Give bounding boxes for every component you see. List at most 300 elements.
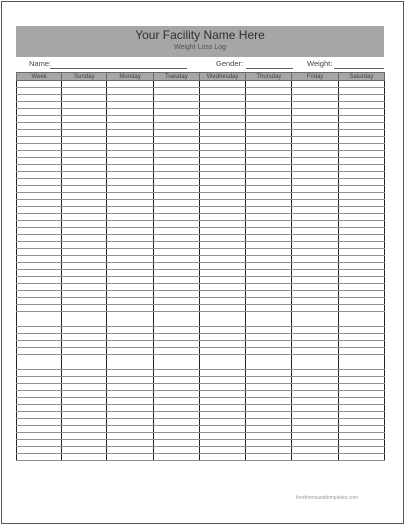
log-cell-thursday[interactable] [246, 130, 292, 137]
log-cell-thursday[interactable] [246, 158, 292, 165]
log-cell-friday[interactable] [292, 109, 338, 116]
log-cell-monday[interactable] [107, 348, 153, 355]
log-cell-thursday[interactable] [246, 144, 292, 151]
log-cell-tuesday[interactable] [153, 242, 199, 249]
log-cell-friday[interactable] [292, 228, 338, 235]
log-cell-saturday[interactable] [338, 88, 384, 95]
log-cell-monday[interactable] [107, 123, 153, 130]
log-cell-week[interactable] [17, 391, 62, 398]
log-cell-week[interactable] [17, 95, 62, 102]
log-cell-monday[interactable] [107, 270, 153, 277]
log-cell-monday[interactable] [107, 384, 153, 391]
log-cell-thursday[interactable] [246, 165, 292, 172]
log-cell-thursday[interactable] [246, 88, 292, 95]
log-cell-week[interactable] [17, 179, 62, 186]
log-cell-saturday[interactable] [338, 327, 384, 334]
log-cell-tuesday[interactable] [153, 270, 199, 277]
log-cell-sunday[interactable] [62, 144, 107, 151]
log-cell-friday[interactable] [292, 398, 338, 405]
log-cell-week[interactable] [17, 144, 62, 151]
log-cell-monday[interactable] [107, 137, 153, 144]
log-cell-sunday[interactable] [62, 391, 107, 398]
log-cell-tuesday[interactable] [153, 312, 199, 327]
log-cell-thursday[interactable] [246, 109, 292, 116]
log-cell-tuesday[interactable] [153, 137, 199, 144]
log-cell-sunday[interactable] [62, 109, 107, 116]
log-cell-week[interactable] [17, 130, 62, 137]
log-cell-monday[interactable] [107, 391, 153, 398]
log-cell-week[interactable] [17, 256, 62, 263]
log-cell-sunday[interactable] [62, 88, 107, 95]
log-cell-thursday[interactable] [246, 102, 292, 109]
log-cell-sunday[interactable] [62, 172, 107, 179]
log-cell-wednesday[interactable] [199, 214, 245, 221]
log-cell-friday[interactable] [292, 377, 338, 384]
log-cell-thursday[interactable] [246, 137, 292, 144]
log-cell-monday[interactable] [107, 179, 153, 186]
log-cell-friday[interactable] [292, 312, 338, 327]
log-cell-tuesday[interactable] [153, 109, 199, 116]
log-cell-wednesday[interactable] [199, 391, 245, 398]
log-cell-tuesday[interactable] [153, 433, 199, 440]
log-cell-wednesday[interactable] [199, 242, 245, 249]
log-cell-saturday[interactable] [338, 291, 384, 298]
log-cell-tuesday[interactable] [153, 116, 199, 123]
log-cell-saturday[interactable] [338, 398, 384, 405]
log-cell-sunday[interactable] [62, 221, 107, 228]
name-field[interactable] [50, 68, 187, 69]
log-cell-week[interactable] [17, 165, 62, 172]
log-cell-tuesday[interactable] [153, 95, 199, 102]
log-cell-monday[interactable] [107, 102, 153, 109]
log-cell-saturday[interactable] [338, 186, 384, 193]
log-cell-friday[interactable] [292, 165, 338, 172]
log-cell-tuesday[interactable] [153, 298, 199, 305]
log-cell-wednesday[interactable] [199, 277, 245, 284]
log-cell-friday[interactable] [292, 270, 338, 277]
log-cell-wednesday[interactable] [199, 440, 245, 447]
log-cell-friday[interactable] [292, 151, 338, 158]
log-cell-saturday[interactable] [338, 426, 384, 433]
log-cell-thursday[interactable] [246, 200, 292, 207]
log-cell-saturday[interactable] [338, 193, 384, 200]
log-cell-wednesday[interactable] [199, 144, 245, 151]
log-cell-wednesday[interactable] [199, 433, 245, 440]
log-cell-monday[interactable] [107, 341, 153, 348]
log-cell-thursday[interactable] [246, 263, 292, 270]
log-cell-monday[interactable] [107, 440, 153, 447]
log-cell-wednesday[interactable] [199, 348, 245, 355]
log-cell-saturday[interactable] [338, 207, 384, 214]
log-cell-saturday[interactable] [338, 102, 384, 109]
log-cell-week[interactable] [17, 137, 62, 144]
log-cell-wednesday[interactable] [199, 123, 245, 130]
log-cell-tuesday[interactable] [153, 419, 199, 426]
log-cell-saturday[interactable] [338, 144, 384, 151]
log-cell-friday[interactable] [292, 426, 338, 433]
log-cell-wednesday[interactable] [199, 193, 245, 200]
log-cell-sunday[interactable] [62, 158, 107, 165]
log-cell-friday[interactable] [292, 116, 338, 123]
log-cell-wednesday[interactable] [199, 405, 245, 412]
log-cell-sunday[interactable] [62, 440, 107, 447]
log-cell-sunday[interactable] [62, 207, 107, 214]
log-cell-monday[interactable] [107, 334, 153, 341]
log-cell-tuesday[interactable] [153, 207, 199, 214]
log-cell-saturday[interactable] [338, 447, 384, 454]
log-cell-friday[interactable] [292, 454, 338, 461]
log-cell-week[interactable] [17, 405, 62, 412]
log-cell-week[interactable] [17, 151, 62, 158]
log-cell-thursday[interactable] [246, 312, 292, 327]
log-cell-tuesday[interactable] [153, 144, 199, 151]
log-cell-saturday[interactable] [338, 419, 384, 426]
log-cell-monday[interactable] [107, 81, 153, 88]
log-cell-thursday[interactable] [246, 398, 292, 405]
log-cell-sunday[interactable] [62, 405, 107, 412]
log-cell-tuesday[interactable] [153, 102, 199, 109]
log-cell-wednesday[interactable] [199, 249, 245, 256]
log-cell-week[interactable] [17, 298, 62, 305]
log-cell-sunday[interactable] [62, 377, 107, 384]
log-cell-tuesday[interactable] [153, 291, 199, 298]
log-cell-week[interactable] [17, 419, 62, 426]
log-cell-monday[interactable] [107, 109, 153, 116]
log-cell-wednesday[interactable] [199, 377, 245, 384]
log-cell-friday[interactable] [292, 200, 338, 207]
log-cell-tuesday[interactable] [153, 355, 199, 370]
log-cell-week[interactable] [17, 158, 62, 165]
log-cell-saturday[interactable] [338, 116, 384, 123]
log-cell-saturday[interactable] [338, 256, 384, 263]
log-cell-sunday[interactable] [62, 370, 107, 377]
log-cell-thursday[interactable] [246, 123, 292, 130]
log-cell-monday[interactable] [107, 242, 153, 249]
log-cell-saturday[interactable] [338, 123, 384, 130]
log-cell-wednesday[interactable] [199, 370, 245, 377]
log-cell-wednesday[interactable] [199, 298, 245, 305]
log-cell-thursday[interactable] [246, 193, 292, 200]
log-cell-monday[interactable] [107, 249, 153, 256]
log-cell-thursday[interactable] [246, 305, 292, 312]
log-cell-monday[interactable] [107, 151, 153, 158]
log-cell-monday[interactable] [107, 200, 153, 207]
log-cell-wednesday[interactable] [199, 270, 245, 277]
log-cell-tuesday[interactable] [153, 235, 199, 242]
log-cell-saturday[interactable] [338, 277, 384, 284]
log-cell-friday[interactable] [292, 235, 338, 242]
log-cell-tuesday[interactable] [153, 214, 199, 221]
log-cell-saturday[interactable] [338, 405, 384, 412]
log-cell-tuesday[interactable] [153, 193, 199, 200]
log-cell-saturday[interactable] [338, 151, 384, 158]
log-cell-week[interactable] [17, 377, 62, 384]
log-cell-tuesday[interactable] [153, 391, 199, 398]
log-cell-monday[interactable] [107, 207, 153, 214]
log-cell-wednesday[interactable] [199, 263, 245, 270]
log-cell-week[interactable] [17, 263, 62, 270]
log-cell-thursday[interactable] [246, 221, 292, 228]
log-cell-monday[interactable] [107, 412, 153, 419]
log-cell-saturday[interactable] [338, 81, 384, 88]
log-cell-sunday[interactable] [62, 137, 107, 144]
log-cell-monday[interactable] [107, 398, 153, 405]
log-cell-thursday[interactable] [246, 298, 292, 305]
log-cell-wednesday[interactable] [199, 312, 245, 327]
log-cell-sunday[interactable] [62, 151, 107, 158]
log-cell-week[interactable] [17, 341, 62, 348]
log-cell-sunday[interactable] [62, 228, 107, 235]
log-cell-saturday[interactable] [338, 391, 384, 398]
log-cell-monday[interactable] [107, 355, 153, 370]
log-cell-sunday[interactable] [62, 447, 107, 454]
log-cell-friday[interactable] [292, 327, 338, 334]
log-cell-thursday[interactable] [246, 348, 292, 355]
log-cell-friday[interactable] [292, 348, 338, 355]
log-cell-wednesday[interactable] [199, 109, 245, 116]
log-cell-wednesday[interactable] [199, 355, 245, 370]
log-cell-saturday[interactable] [338, 249, 384, 256]
log-cell-wednesday[interactable] [199, 235, 245, 242]
log-cell-saturday[interactable] [338, 305, 384, 312]
log-cell-saturday[interactable] [338, 334, 384, 341]
log-cell-wednesday[interactable] [199, 207, 245, 214]
log-cell-saturday[interactable] [338, 228, 384, 235]
log-cell-week[interactable] [17, 270, 62, 277]
log-cell-week[interactable] [17, 200, 62, 207]
log-cell-friday[interactable] [292, 123, 338, 130]
log-cell-sunday[interactable] [62, 384, 107, 391]
log-cell-saturday[interactable] [338, 412, 384, 419]
log-cell-tuesday[interactable] [153, 348, 199, 355]
log-cell-saturday[interactable] [338, 95, 384, 102]
log-cell-friday[interactable] [292, 263, 338, 270]
log-cell-wednesday[interactable] [199, 200, 245, 207]
log-cell-tuesday[interactable] [153, 447, 199, 454]
log-cell-week[interactable] [17, 123, 62, 130]
log-cell-saturday[interactable] [338, 355, 384, 370]
log-cell-sunday[interactable] [62, 334, 107, 341]
log-cell-thursday[interactable] [246, 377, 292, 384]
log-cell-friday[interactable] [292, 412, 338, 419]
log-cell-friday[interactable] [292, 158, 338, 165]
log-cell-friday[interactable] [292, 440, 338, 447]
log-cell-wednesday[interactable] [199, 165, 245, 172]
log-cell-wednesday[interactable] [199, 186, 245, 193]
log-cell-wednesday[interactable] [199, 384, 245, 391]
log-cell-week[interactable] [17, 277, 62, 284]
log-cell-wednesday[interactable] [199, 95, 245, 102]
log-cell-monday[interactable] [107, 454, 153, 461]
log-cell-wednesday[interactable] [199, 305, 245, 312]
log-cell-friday[interactable] [292, 186, 338, 193]
gender-field[interactable] [246, 68, 293, 69]
log-cell-sunday[interactable] [62, 256, 107, 263]
log-cell-thursday[interactable] [246, 277, 292, 284]
log-cell-friday[interactable] [292, 102, 338, 109]
log-cell-tuesday[interactable] [153, 172, 199, 179]
log-cell-thursday[interactable] [246, 391, 292, 398]
log-cell-sunday[interactable] [62, 235, 107, 242]
log-cell-week[interactable] [17, 327, 62, 334]
log-cell-friday[interactable] [292, 298, 338, 305]
log-cell-week[interactable] [17, 81, 62, 88]
log-cell-saturday[interactable] [338, 284, 384, 291]
log-cell-monday[interactable] [107, 405, 153, 412]
log-cell-tuesday[interactable] [153, 263, 199, 270]
log-cell-monday[interactable] [107, 95, 153, 102]
log-cell-saturday[interactable] [338, 341, 384, 348]
log-cell-thursday[interactable] [246, 95, 292, 102]
log-cell-tuesday[interactable] [153, 305, 199, 312]
log-cell-saturday[interactable] [338, 200, 384, 207]
log-cell-wednesday[interactable] [199, 102, 245, 109]
log-cell-tuesday[interactable] [153, 151, 199, 158]
log-cell-week[interactable] [17, 284, 62, 291]
log-cell-saturday[interactable] [338, 384, 384, 391]
log-cell-monday[interactable] [107, 193, 153, 200]
log-cell-sunday[interactable] [62, 355, 107, 370]
log-cell-monday[interactable] [107, 172, 153, 179]
log-cell-saturday[interactable] [338, 433, 384, 440]
log-cell-friday[interactable] [292, 256, 338, 263]
log-cell-thursday[interactable] [246, 179, 292, 186]
log-cell-tuesday[interactable] [153, 284, 199, 291]
log-cell-sunday[interactable] [62, 186, 107, 193]
log-cell-wednesday[interactable] [199, 158, 245, 165]
log-cell-thursday[interactable] [246, 334, 292, 341]
log-cell-sunday[interactable] [62, 214, 107, 221]
log-cell-thursday[interactable] [246, 81, 292, 88]
log-cell-tuesday[interactable] [153, 384, 199, 391]
log-cell-sunday[interactable] [62, 165, 107, 172]
log-cell-tuesday[interactable] [153, 88, 199, 95]
log-cell-friday[interactable] [292, 193, 338, 200]
log-cell-sunday[interactable] [62, 130, 107, 137]
log-cell-friday[interactable] [292, 88, 338, 95]
log-cell-friday[interactable] [292, 291, 338, 298]
log-cell-sunday[interactable] [62, 412, 107, 419]
log-cell-sunday[interactable] [62, 263, 107, 270]
log-cell-friday[interactable] [292, 95, 338, 102]
log-cell-monday[interactable] [107, 165, 153, 172]
log-cell-monday[interactable] [107, 214, 153, 221]
log-cell-monday[interactable] [107, 370, 153, 377]
log-cell-thursday[interactable] [246, 249, 292, 256]
log-cell-tuesday[interactable] [153, 158, 199, 165]
log-cell-saturday[interactable] [338, 312, 384, 327]
log-cell-monday[interactable] [107, 277, 153, 284]
log-cell-saturday[interactable] [338, 179, 384, 186]
log-cell-monday[interactable] [107, 305, 153, 312]
log-cell-week[interactable] [17, 221, 62, 228]
log-cell-sunday[interactable] [62, 305, 107, 312]
log-cell-saturday[interactable] [338, 165, 384, 172]
log-cell-friday[interactable] [292, 419, 338, 426]
log-cell-sunday[interactable] [62, 270, 107, 277]
log-cell-wednesday[interactable] [199, 327, 245, 334]
log-cell-sunday[interactable] [62, 179, 107, 186]
log-cell-thursday[interactable] [246, 412, 292, 419]
log-cell-thursday[interactable] [246, 151, 292, 158]
log-cell-monday[interactable] [107, 298, 153, 305]
log-cell-tuesday[interactable] [153, 130, 199, 137]
log-cell-saturday[interactable] [338, 454, 384, 461]
log-cell-week[interactable] [17, 355, 62, 370]
log-cell-friday[interactable] [292, 405, 338, 412]
log-cell-sunday[interactable] [62, 277, 107, 284]
log-cell-thursday[interactable] [246, 327, 292, 334]
log-cell-wednesday[interactable] [199, 81, 245, 88]
log-cell-wednesday[interactable] [199, 341, 245, 348]
weight-field[interactable] [334, 68, 384, 69]
log-cell-week[interactable] [17, 440, 62, 447]
log-cell-wednesday[interactable] [199, 228, 245, 235]
log-cell-tuesday[interactable] [153, 334, 199, 341]
log-cell-wednesday[interactable] [199, 137, 245, 144]
log-cell-thursday[interactable] [246, 235, 292, 242]
log-cell-tuesday[interactable] [153, 186, 199, 193]
log-cell-saturday[interactable] [338, 221, 384, 228]
log-cell-tuesday[interactable] [153, 370, 199, 377]
log-cell-tuesday[interactable] [153, 426, 199, 433]
log-cell-monday[interactable] [107, 263, 153, 270]
log-cell-week[interactable] [17, 370, 62, 377]
log-cell-monday[interactable] [107, 256, 153, 263]
log-cell-wednesday[interactable] [199, 447, 245, 454]
log-cell-week[interactable] [17, 433, 62, 440]
log-cell-friday[interactable] [292, 447, 338, 454]
log-cell-week[interactable] [17, 312, 62, 327]
log-cell-week[interactable] [17, 249, 62, 256]
log-cell-tuesday[interactable] [153, 412, 199, 419]
log-cell-friday[interactable] [292, 214, 338, 221]
log-cell-monday[interactable] [107, 88, 153, 95]
log-cell-thursday[interactable] [246, 370, 292, 377]
log-cell-saturday[interactable] [338, 377, 384, 384]
log-cell-monday[interactable] [107, 447, 153, 454]
log-cell-monday[interactable] [107, 426, 153, 433]
log-cell-tuesday[interactable] [153, 179, 199, 186]
log-cell-sunday[interactable] [62, 419, 107, 426]
log-cell-monday[interactable] [107, 221, 153, 228]
log-cell-friday[interactable] [292, 81, 338, 88]
log-cell-week[interactable] [17, 305, 62, 312]
log-cell-week[interactable] [17, 454, 62, 461]
log-cell-saturday[interactable] [338, 172, 384, 179]
log-cell-wednesday[interactable] [199, 172, 245, 179]
log-cell-thursday[interactable] [246, 405, 292, 412]
log-cell-saturday[interactable] [338, 214, 384, 221]
log-cell-sunday[interactable] [62, 116, 107, 123]
log-cell-thursday[interactable] [246, 341, 292, 348]
log-cell-thursday[interactable] [246, 214, 292, 221]
log-cell-thursday[interactable] [246, 116, 292, 123]
log-cell-sunday[interactable] [62, 123, 107, 130]
log-cell-monday[interactable] [107, 291, 153, 298]
log-cell-saturday[interactable] [338, 348, 384, 355]
log-cell-sunday[interactable] [62, 200, 107, 207]
log-cell-week[interactable] [17, 291, 62, 298]
log-cell-monday[interactable] [107, 312, 153, 327]
log-cell-friday[interactable] [292, 144, 338, 151]
log-cell-friday[interactable] [292, 433, 338, 440]
log-cell-tuesday[interactable] [153, 221, 199, 228]
log-cell-week[interactable] [17, 186, 62, 193]
log-cell-thursday[interactable] [246, 270, 292, 277]
log-cell-monday[interactable] [107, 419, 153, 426]
log-cell-week[interactable] [17, 384, 62, 391]
